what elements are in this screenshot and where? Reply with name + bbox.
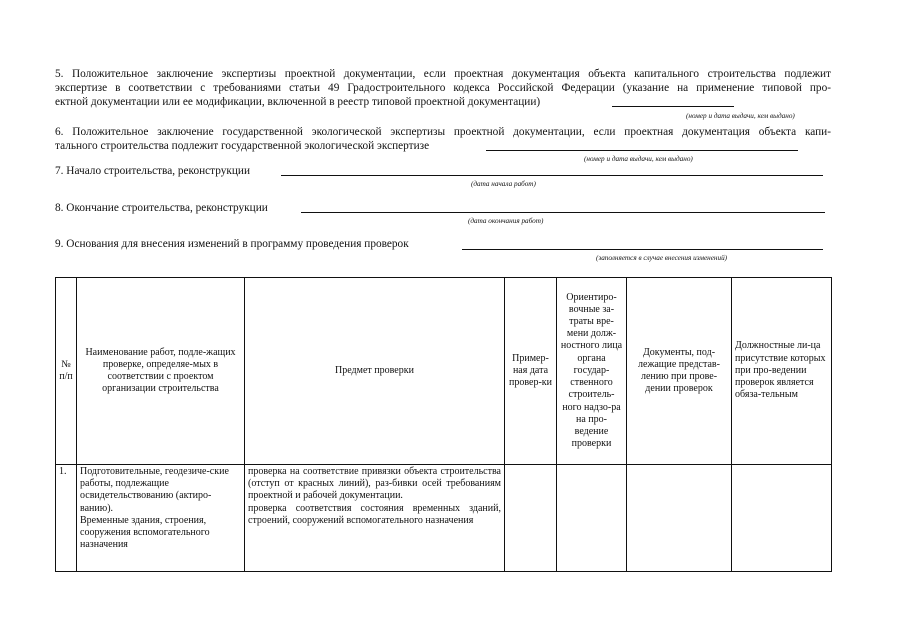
item-7-label: 7. Начало строительства, реконструкции <box>55 165 251 177</box>
item-8-label: 8. Окончание строительства, реконструкции <box>55 202 268 214</box>
item-7-fill-line <box>281 175 823 176</box>
item-6-caption: (номер и дата выдачи, кем выдано) <box>584 155 693 163</box>
item-5-line-2: экспертизе в соответствии с требованиями статьи 49 Градостроительного кодекса Российской Федерации (указание на применение типовой про- <box>55 82 831 94</box>
item-9-caption: (заполняется в случае внесения изменений) <box>596 254 728 262</box>
item-6-line-1: 6. Положительное заключение государственной экологической экспертизы проектной документации, если проектная документация объекта капи- <box>55 126 831 138</box>
table-row <box>56 465 832 572</box>
header-date: Пример-ная дата провер-ки <box>505 278 557 465</box>
cell-subject <box>245 465 505 572</box>
item-9-label: 9. Основания для внесения изменений в программу проведения проверок <box>55 238 409 250</box>
cell-officials[interactable] <box>732 465 832 572</box>
table-header-row <box>56 278 832 465</box>
header-time: Ориентиро-вочные за-траты вре-мени долж-ностного лица органа государ-ственного строитель-ного надзо-ра на про-ведение проверки <box>557 278 627 465</box>
cell-works <box>77 465 245 572</box>
item-5-fill-line <box>612 106 734 107</box>
item-8-fill-line <box>301 212 825 213</box>
header-works: Наименование работ, подле-жащих проверке, определяе-мых в соответствии с проектом организации строительства <box>77 278 245 465</box>
item-6-fill-line <box>486 150 798 151</box>
inspection-table <box>55 277 832 572</box>
header-num: № п/п <box>56 278 77 465</box>
cell-subject-part-b: проверка соответствия состояния временных зданий, строений, сооружений вспомогательного назначения <box>248 502 501 526</box>
item-8-caption: (дата окончания работ) <box>468 217 544 225</box>
item-6-line-2: тального строительства подлежит государственной экологической экспертизе <box>55 140 430 152</box>
item-7-caption: (дата начала работ) <box>471 180 536 188</box>
cell-docs[interactable] <box>627 465 732 572</box>
item-5-line-1: 5. Положительное заключение экспертизы проектной документации, если проектная документация объекта капитального строительства подлежит <box>55 68 831 80</box>
cell-date[interactable] <box>505 465 557 572</box>
header-officials: Должностные ли-ца присутствие которых при про-ведении проверок является обяза-тельным <box>732 278 832 465</box>
cell-num: 1. <box>56 465 77 572</box>
cell-subject-part-a: проверка на соответствие привязки объекта строительства (отступ от красных линий), раз-бивки осей требованиям проектной и рабочей документации. <box>248 466 501 502</box>
cell-works-part-a: Подготовительные, геодезиче-ские работы, подлежащие освидетельствованию (актиро-ванию). <box>80 466 229 514</box>
item-5-line-3: ектной документации или ее модификации, включенной в реестр типовой проектной документации) <box>55 96 541 108</box>
cell-time[interactable] <box>557 465 627 572</box>
item-5-caption: (номер и дата выдачи, кем выдано) <box>686 112 795 120</box>
cell-works-part-b: Временные здания, строения, сооружения вспомогательного назначения <box>80 514 210 551</box>
header-subject: Предмет проверки <box>245 278 505 465</box>
header-docs: Документы, под-лежащие представ-лению при прове-дении проверок <box>627 278 732 465</box>
item-9-fill-line <box>462 249 823 250</box>
